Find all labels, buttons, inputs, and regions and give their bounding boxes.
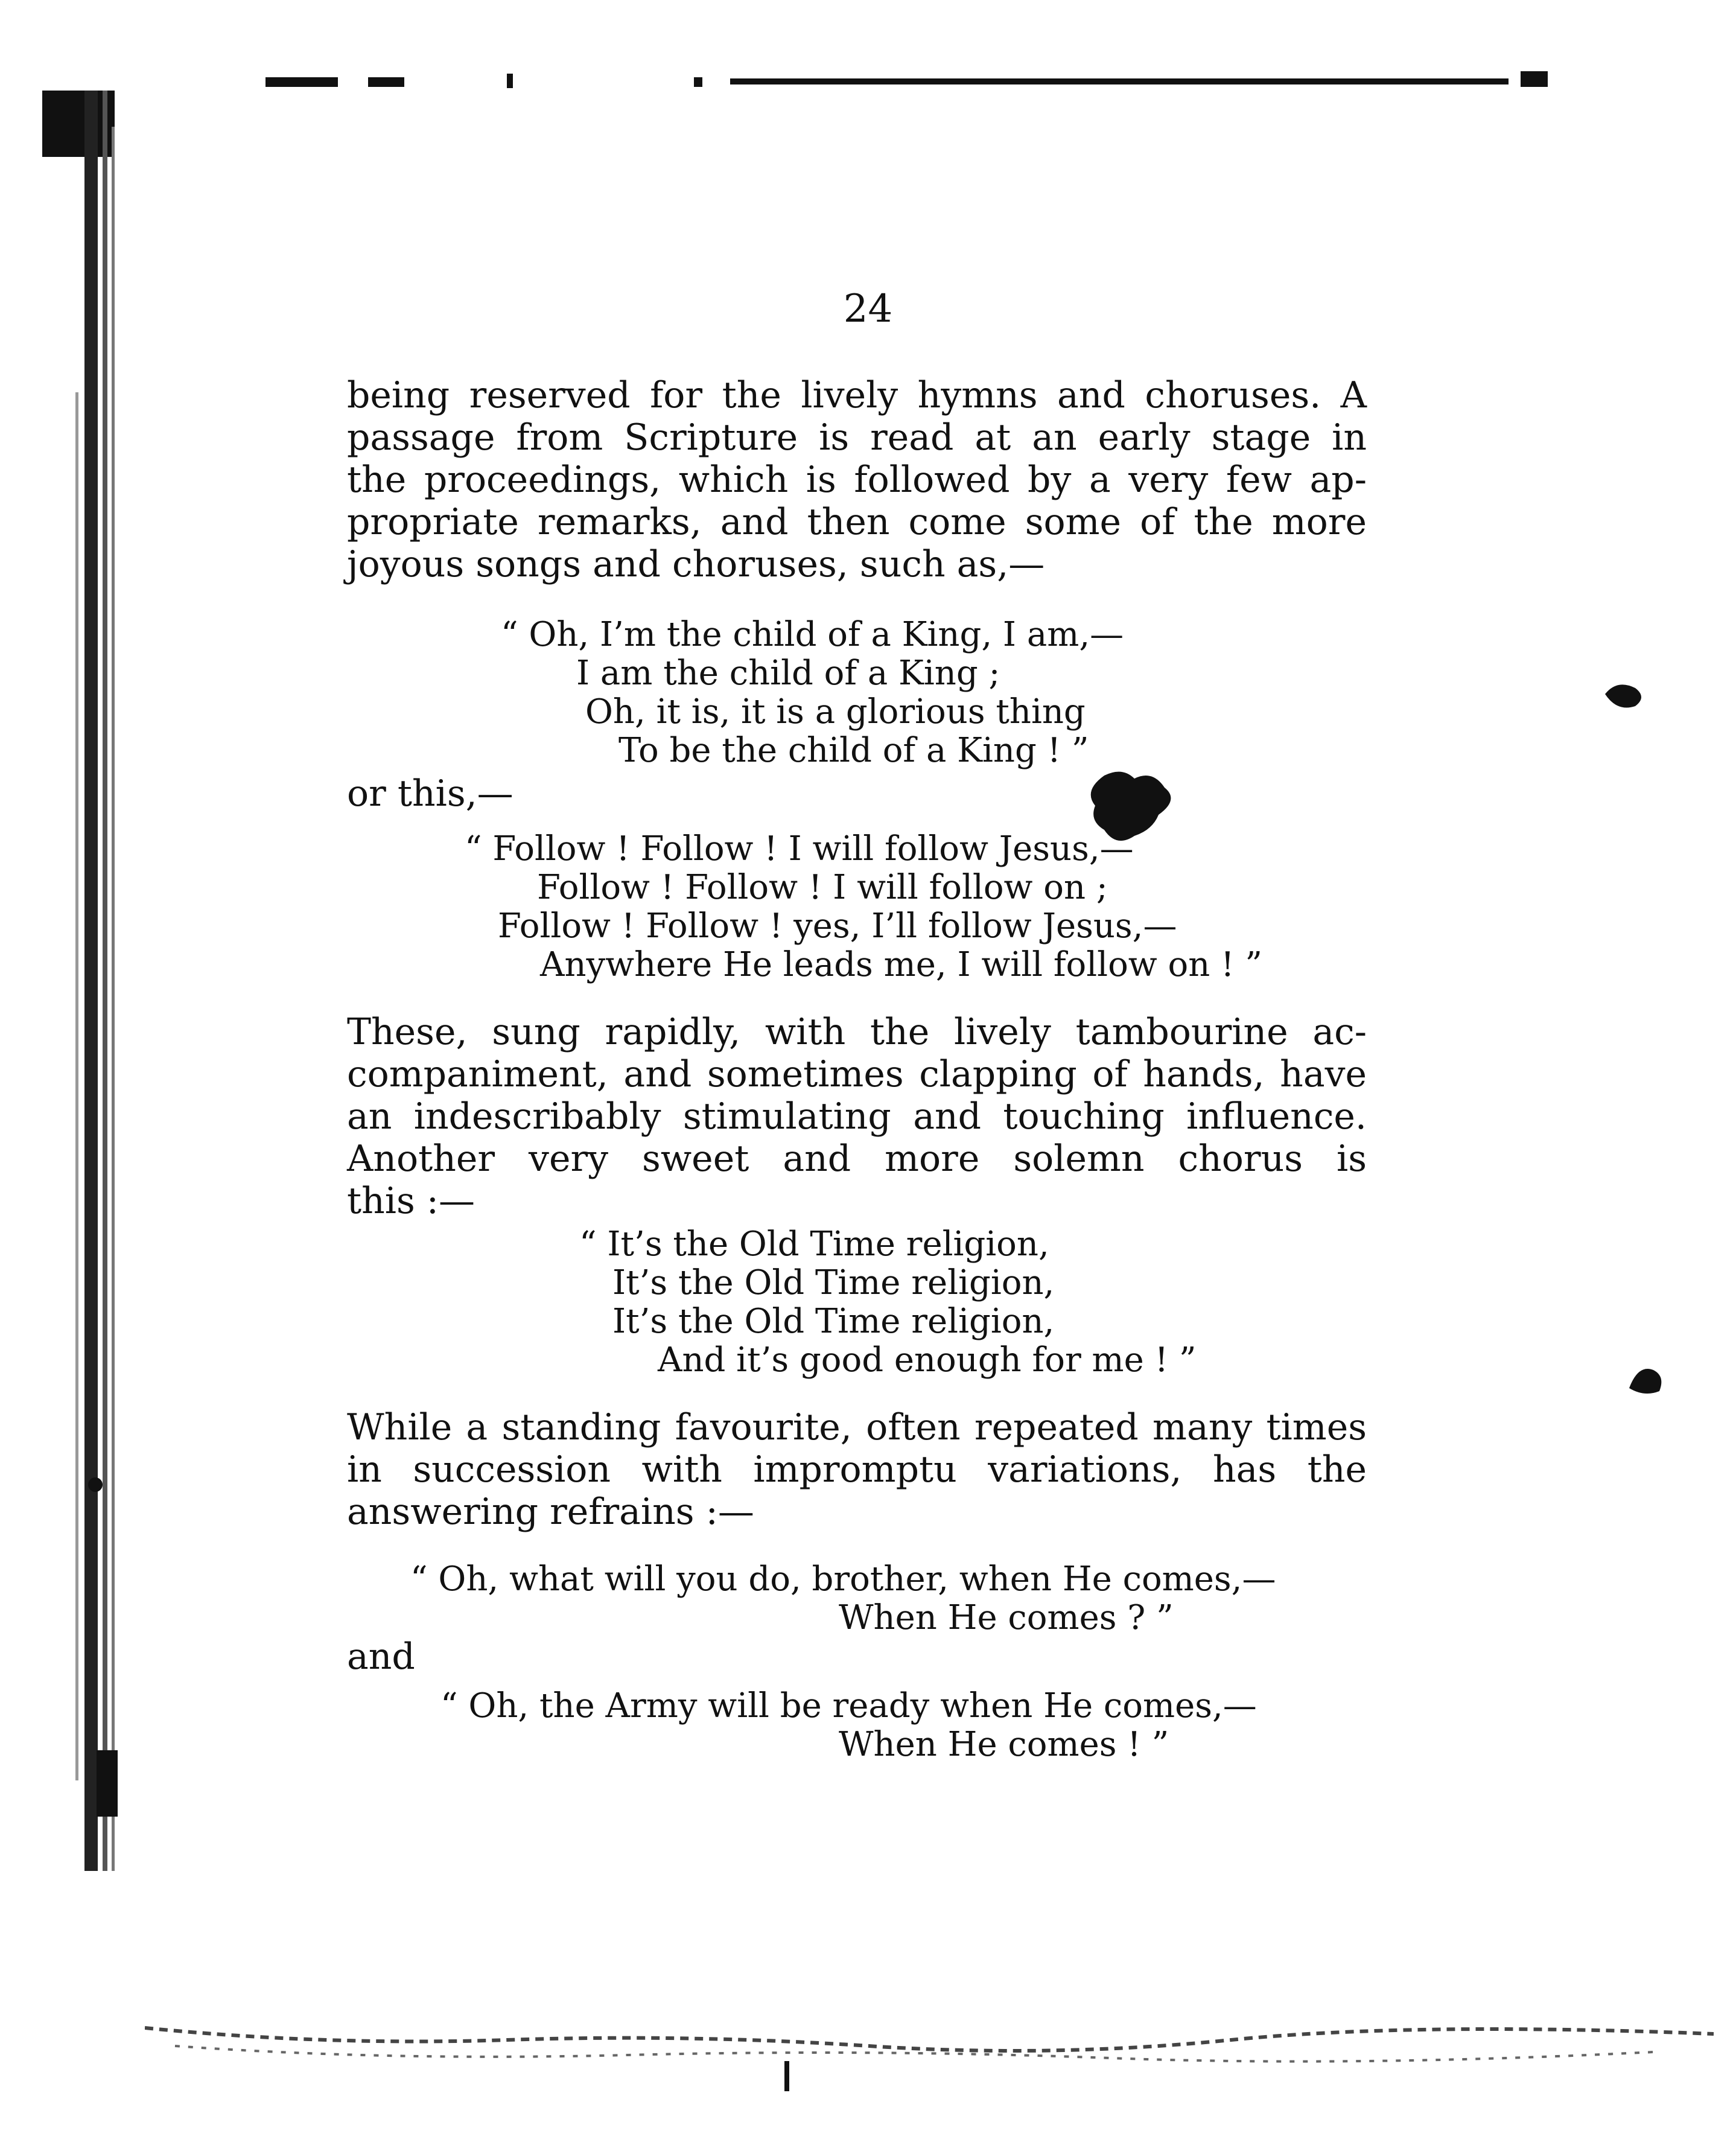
verse-line: “ Oh, what will you do, brother, when He comes,— — [410, 1560, 1276, 1599]
verse-line: When He comes ? ” — [839, 1598, 1174, 1637]
verse-old-time-religion — [579, 1225, 1197, 1380]
text-line: this :— — [347, 1180, 475, 1222]
text-line: answering refrains :— — [347, 1491, 754, 1533]
margin-speck — [1599, 670, 1671, 718]
verse-line: “ Oh, I’m the child of a King, I am,— — [501, 615, 1124, 654]
text-line: Another very sweet and more solemn chorus is — [347, 1138, 1367, 1180]
verse-line: And it’s good enough for me ! ” — [658, 1340, 1197, 1380]
text-line: in succession with impromptu variations, has the — [347, 1448, 1367, 1491]
verse-line: Anywhere He leads me, I will follow on ! ” — [540, 945, 1263, 984]
scan-edge-top — [259, 66, 1557, 103]
verse-line: Follow ! Follow ! I will follow on ; — [537, 868, 1108, 907]
verse-line: I am the child of a King ; — [576, 654, 1000, 693]
verse-line: “ Oh, the Army will be ready when He comes,— — [440, 1686, 1257, 1725]
page-number: 24 — [843, 287, 893, 331]
text-line: the proceedings, which is followed by a very few ap- — [347, 459, 1367, 501]
text-line: an indescribably stimulating and touching influence. — [347, 1095, 1367, 1138]
text-line: passage from Scripture is read at an early stage in — [347, 416, 1367, 459]
text-line: These, sung rapidly, with the lively tambourine ac- — [347, 1011, 1367, 1053]
verse-what-will-you-do — [410, 1560, 1276, 1637]
margin-speck — [1623, 1358, 1684, 1400]
text-line: companiment, and sometimes clapping of hands, have — [347, 1053, 1367, 1095]
verse-line: “ Follow ! Follow ! I will follow Jesus,— — [465, 829, 1134, 868]
verse-army-will-be-ready — [440, 1687, 1257, 1764]
verse-line: “ It’s the Old Time religion, — [579, 1225, 1049, 1264]
text-line: While a standing favourite, often repeated many times — [347, 1406, 1367, 1448]
text-line: being reserved for the lively hymns and choruses. A — [347, 374, 1367, 416]
verse-line: Follow ! Follow ! yes, I’ll follow Jesus,— — [498, 907, 1177, 946]
verse-line: It’s the Old Time religion, — [612, 1302, 1055, 1341]
scan-edge-bottom — [145, 2004, 1714, 2094]
text-line: propriate remarks, and then come some of the more — [347, 501, 1367, 543]
verse-follow-jesus — [465, 830, 1262, 984]
verse-line: When He comes ! ” — [839, 1725, 1169, 1764]
verse-line: To be the child of a King ! ” — [618, 731, 1089, 770]
paragraph-these-sung — [347, 1011, 1367, 1222]
paragraph-standing-favourite — [347, 1406, 1367, 1533]
verse-child-of-a-king — [501, 616, 1124, 770]
connector-or-this: or this,— — [347, 773, 513, 815]
paragraph-reserved — [347, 374, 1367, 585]
scan-edge-left — [42, 91, 121, 1871]
verse-line: Oh, it is, it is a glorious thing — [585, 692, 1086, 731]
connector-and: and — [347, 1636, 415, 1678]
text-line: joyous songs and choruses, such as,— — [347, 543, 1045, 585]
verse-line: It’s the Old Time religion, — [612, 1263, 1055, 1302]
